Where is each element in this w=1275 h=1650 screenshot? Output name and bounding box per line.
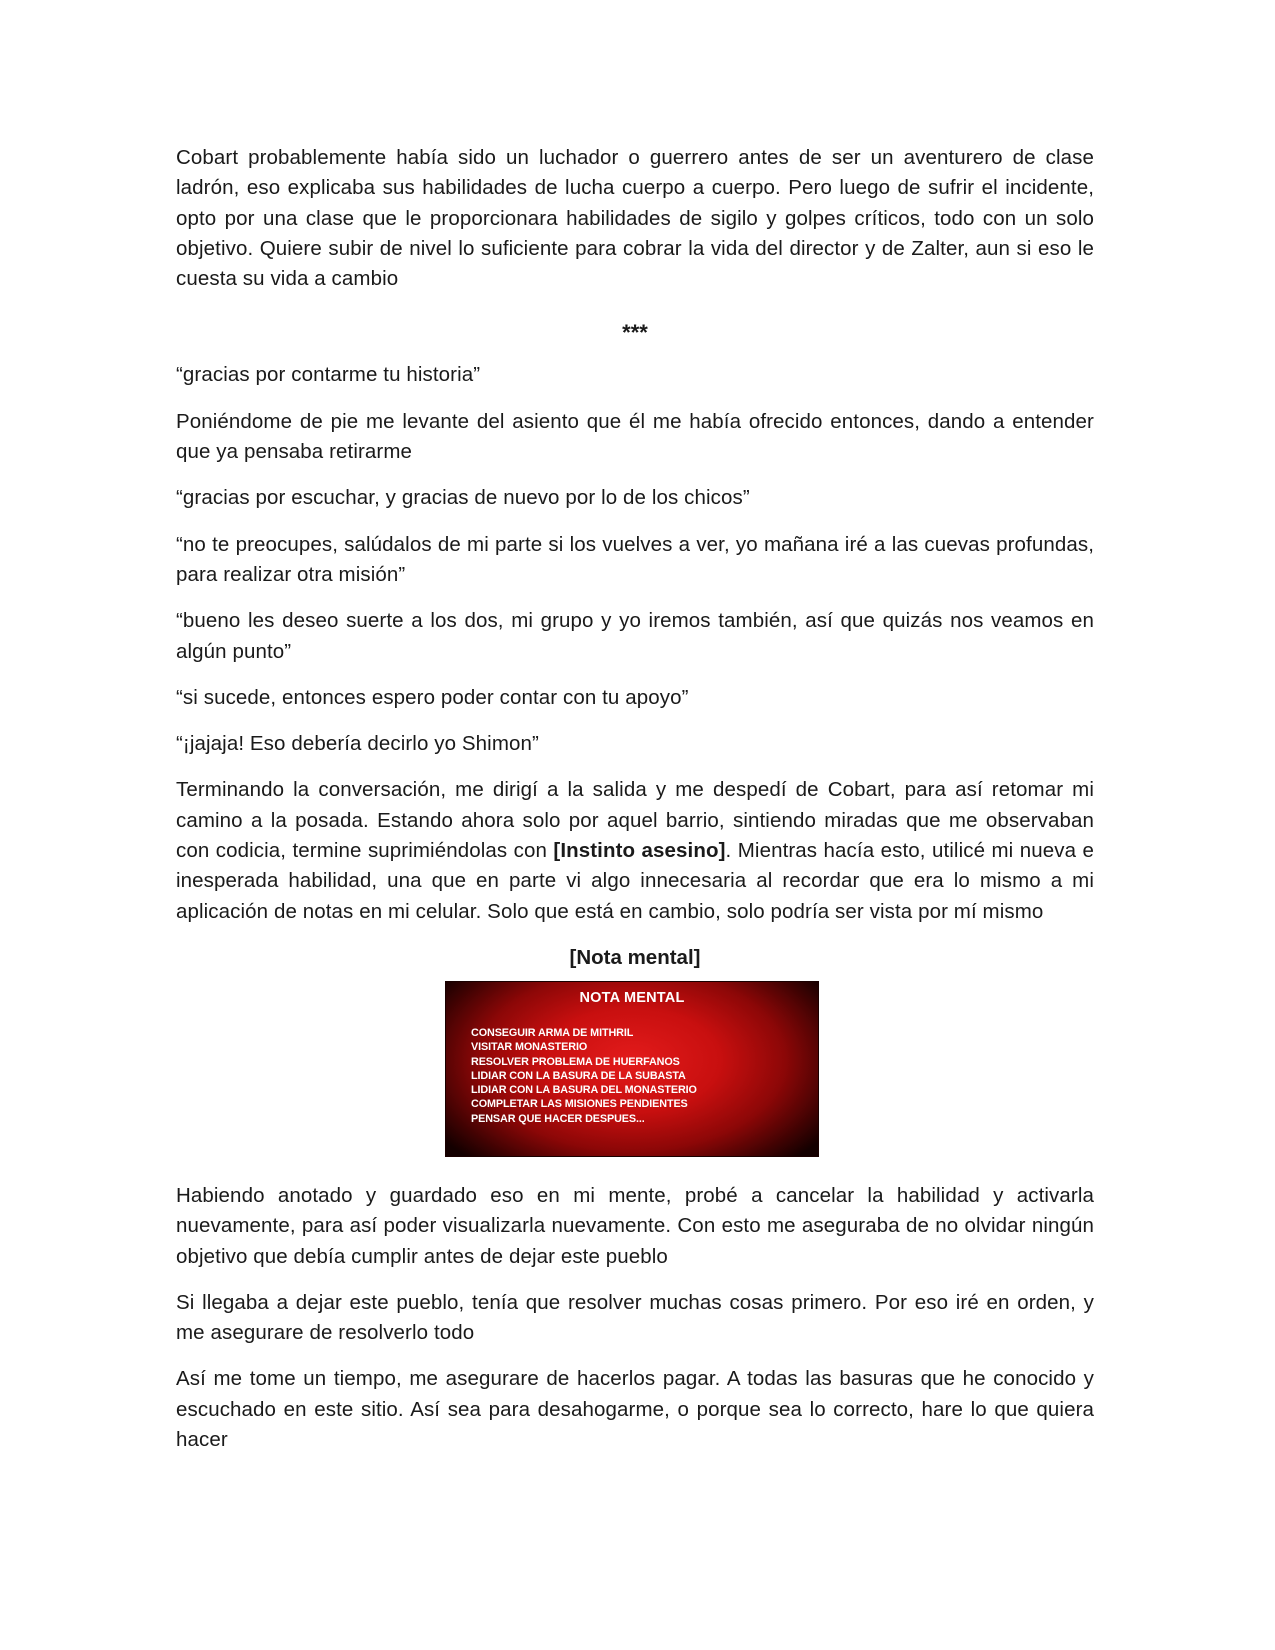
mental-note-item: PENSAR QUE HACER DESPUES... xyxy=(471,1112,645,1125)
dialogue-line: “no te preocupes, salúdalos de mi parte si los vuelves a ver, yo mañana iré a las cuevas profundas, para realizar otra misión” xyxy=(176,532,1094,586)
dialogue-line: “bueno les deseo suerte a los dos, mi grupo y yo iremos también, así que quizás nos veamos en algún punto” xyxy=(176,609,1094,663)
mental-note-panel xyxy=(445,981,819,1157)
paragraph-standing-up: Poniéndome de pie me levante del asiento que él me había ofrecido entonces, dando a entender que ya pensaba retirarme xyxy=(176,409,1094,464)
mental-note-item: VISITAR MONASTERIO xyxy=(471,1041,588,1054)
paragraph-text: Terminando la conversación, me dirigí a la salida y me despedí de Cobart, para así retomar mi camino a la posada. Estando ahora solo por aquel barrio, sintiendo miradas que me observaban con codicia, termine suprimiéndolas con xyxy=(176,778,1094,863)
mental-note-title: NOTA MENTAL xyxy=(579,989,685,1006)
note-heading: [Nota mental] xyxy=(569,945,701,969)
skill-name-instinto-asesino: [Instinto asesino] xyxy=(553,839,726,863)
paragraph-make-them-pay: Así me tome un tiempo, me asegurare de hacerlos pagar. A todas las basuras que he conocido y escuchado en este sitio. Así sea para desahogarme, o porque sea lo correcto, hare lo que quiera hacer xyxy=(176,1367,1094,1452)
paragraph-leaving xyxy=(176,775,1094,926)
dialogue-line: “gracias por contarme tu historia” xyxy=(176,363,481,387)
dialogue-line: “gracias por escuchar, y gracias de nuevo por lo de los chicos” xyxy=(176,486,750,510)
mental-note-item: LIDIAR CON LA BASURA DEL MONASTERIO xyxy=(471,1084,697,1097)
mental-note-item: LIDIAR CON LA BASURA DE LA SUBASTA xyxy=(471,1069,686,1082)
dialogue-line: “¡jajaja! Eso debería decirlo yo Shimon” xyxy=(176,732,539,756)
scene-separator: *** xyxy=(622,320,648,346)
document-page xyxy=(176,143,1094,1455)
dialogue-line: “si sucede, entonces espero poder contar con tu apoyo” xyxy=(176,685,689,709)
mental-note-item: COMPLETAR LAS MISIONES PENDIENTES xyxy=(471,1098,688,1111)
mental-note-item: CONSEGUIR ARMA DE MITHRIL xyxy=(471,1026,634,1039)
mental-note-list xyxy=(471,1026,697,1126)
paragraph-text: . Mientras hacía esto, utilicé mi nueva e inesperada habilidad, una que en parte vi algo innecesaria al recordar que era lo mismo a mi aplicación de notas en mi celular. Solo que está en cambio, solo podría ser vista por mí mismo xyxy=(176,839,1094,923)
paragraph-reactivating-skill: Habiendo anotado y guardado eso en mi mente, probé a cancelar la habilidad y activarla nuevamente, para así poder visualizarla nuevamente. Con esto me aseguraba de no olvidar ningún objetivo que debía cumplir antes de dejar este pueblo xyxy=(176,1183,1094,1268)
paragraph-resolve-everything: Si llegaba a dejar este pueblo, tenía que resolver muchas cosas primero. Por eso iré en orden, y me asegurare de resolverlo todo xyxy=(176,1290,1094,1345)
paragraph-cobart-background: Cobart probablemente había sido un luchador o guerrero antes de ser un aventurero de clase ladrón, eso explicaba sus habilidades de lucha cuerpo a cuerpo. Pero luego de sufrir el incidente, opto por una clase que le proporcionara habilidades de sigilo y golpes críticos, todo con un solo objetivo. Quiere subir de nivel lo suficiente para cobrar la vida del director y de Zalter, aun si eso le cuesta su vida a cambio xyxy=(176,146,1094,291)
mental-note-item: RESOLVER PROBLEMA DE HUERFANOS xyxy=(471,1055,680,1068)
